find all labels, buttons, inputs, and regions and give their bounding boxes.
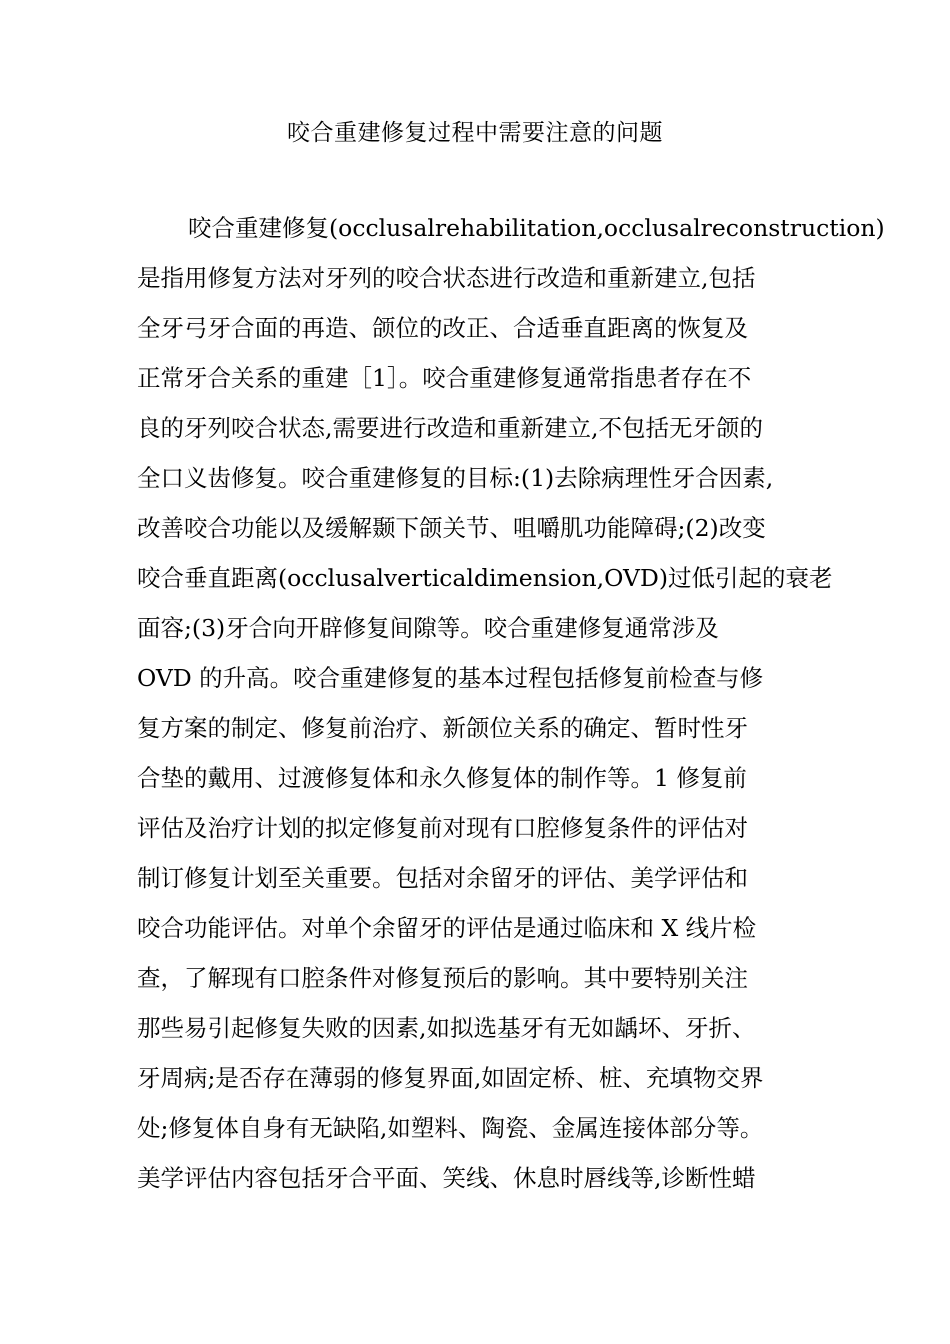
body-line: 那些易引起修复失败的因素,如拟选基牙有无如龋坏、牙折、: [137, 1014, 756, 1042]
body-line: 美学评估内容包括牙合平面、笑线、休息时唇线等,诊断性蜡: [137, 1164, 756, 1192]
body-line: 合垫的戴用、过渡修复体和永久修复体的制作等。1 修复前: [137, 764, 747, 792]
body-line: 制订修复计划至关重要。包括对余留牙的评估、美学评估和: [137, 864, 748, 892]
body-line: 评估及治疗计划的拟定修复前对现有口腔修复条件的评估对: [137, 814, 748, 842]
body-line: 查，了解现有口腔条件对修复预后的影响。其中要特别关注: [137, 964, 748, 992]
body-line: 处;修复体自身有无缺陷,如塑料、陶瓷、金属连接体部分等。: [137, 1114, 764, 1142]
body-line: 是指用修复方法对牙列的咬合状态进行改造和重新建立,包括: [137, 264, 756, 292]
body-line: 全牙弓牙合面的再造、颌位的改正、合适垂直距离的恢复及: [137, 314, 748, 342]
body-line: 全口义齿修复。咬合重建修复的目标:(1)去除病理性牙合因素,: [137, 464, 774, 492]
document-title: 咬合重建修复过程中需要注意的问题: [287, 120, 663, 146]
document-body: [137, 208, 885, 1208]
body-line: 咬合功能评估。对单个余留牙的评估是通过临床和 X 线片检: [137, 914, 757, 942]
body-line: 改善咬合功能以及缓解颞下颌关节、咀嚼肌功能障碍;(2)改变: [137, 514, 766, 542]
body-line: 咬合垂直距离(occlusalverticaldimension,OVD)过低引起的衰老: [137, 564, 833, 592]
body-line: 复方案的制定、修复前治疗、新颌位关系的确定、暂时性牙: [137, 714, 748, 742]
body-line: 牙周病;是否存在薄弱的修复界面,如固定桥、桩、充填物交界: [137, 1064, 764, 1092]
body-line: OVD 的升高。咬合重建修复的基本过程包括修复前检查与修: [137, 664, 764, 692]
body-line: 咬合重建修复(occlusalrehabilitation,occlusalreconstruction): [188, 214, 885, 242]
body-line: 面容;(3)牙合向开辟修复间隙等。咬合重建修复通常涉及: [137, 614, 719, 642]
body-line: 正常牙合关系的重建［1］。咬合重建修复通常指患者存在不: [137, 364, 752, 392]
body-line: 良的牙列咬合状态,需要进行改造和重新建立,不包括无牙颌的: [137, 414, 763, 442]
